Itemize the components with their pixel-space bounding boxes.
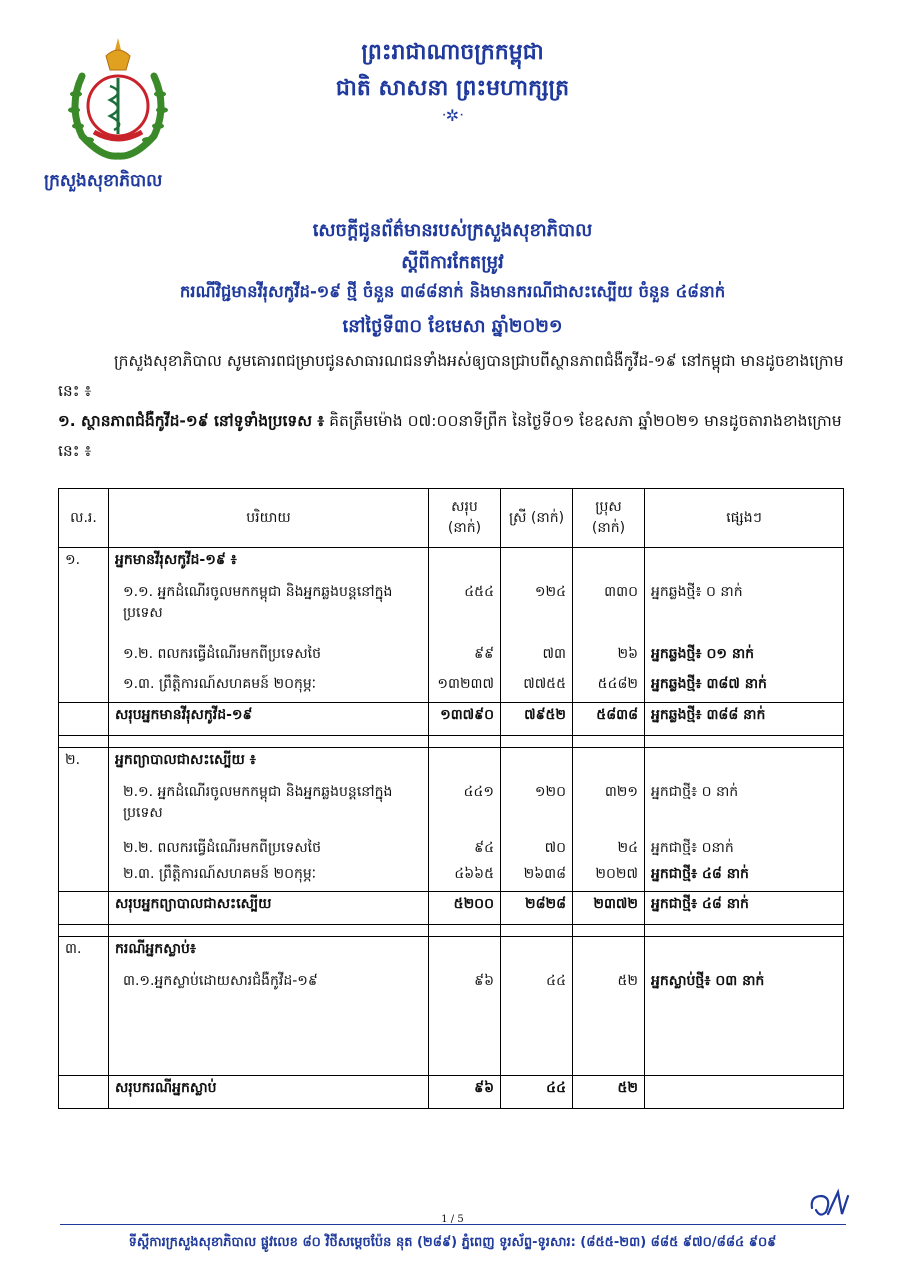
ministry-name: ក្រសួងសុខាភិបាល	[44, 171, 163, 191]
row-description: ១.២. ពលករធ្វើដំណើរមកពីប្រទេសថៃ	[109, 642, 429, 672]
row-note: អ្នកឆ្លងថ្មី៖ ០១ នាក់	[645, 642, 844, 672]
title-line-4: នៅថ្ងៃទី៣០ ខែមេសា ឆ្នាំ២០២១	[342, 316, 563, 337]
row-total: ៤៥៤	[429, 580, 501, 642]
row-male: ៣២១	[573, 780, 645, 836]
table-row	[59, 580, 844, 642]
total-note	[645, 1076, 844, 1109]
row-female: ៧៧៥៥	[501, 672, 573, 702]
header-no: ល.រ.	[59, 489, 109, 548]
row-description: ៣.១.អ្នកស្លាប់ដោយសារជំងឺកូវីដ-១៩	[109, 969, 429, 999]
row-description: ២.៣. ព្រឹត្តិការណ៍សហគមន៍ ២០កុម្ភៈ	[109, 862, 429, 892]
section1-text: គិតត្រឹមម៉ោង ០៧:០០នាទីព្រឹក នៃថ្ងៃទី០១ ខែឧសភា ឆ្នាំ២០២១ មានដូចតារាងខាងក្រោមនេះ ៖	[58, 412, 842, 460]
row-note: អ្នកឆ្លងថ្មី៖ ០ នាក់	[645, 580, 844, 642]
row-total: ១៣២៣៧	[429, 672, 501, 702]
nation-motto: ជាតិ សាសនា ព្រះមហាក្សត្រ	[335, 76, 570, 101]
group-heading-row	[59, 937, 844, 970]
table-row	[59, 642, 844, 672]
row-female: ២៦៣៨	[501, 862, 573, 892]
group-heading: អ្នកព្យាបាលជាសះស្បើយ ៖	[109, 747, 429, 780]
total-description: សរុបអ្នកព្យាបាលជាសះស្បើយ	[109, 892, 429, 925]
section1-heading: ១. ស្ថានភាពជំងឺកូវីដ-១៩ នៅទូទាំងប្រទេស ៖	[58, 412, 325, 430]
total-male: ៥៨៣៨	[573, 702, 645, 735]
ornament: ᐧ✲ᐧ	[441, 106, 464, 125]
row-female: ១២៤	[501, 580, 573, 642]
row-description: ១.៣. ព្រឹត្តិការណ៍សហគមន៍ ២០កុម្ភៈ	[109, 672, 429, 702]
footer-divider	[60, 1224, 846, 1225]
total-male: ២៣៧២	[573, 892, 645, 925]
total-total: ៩៦	[429, 1076, 501, 1109]
row-note: អ្នកជាថ្មី៖ ០ នាក់	[645, 780, 844, 836]
header-total: សរុប (នាក់)	[429, 489, 501, 548]
total-note: អ្នកឆ្លងថ្មី៖ ៣៨៨ នាក់	[645, 702, 844, 735]
table-row	[59, 969, 844, 999]
group-total-row	[59, 702, 844, 735]
group-number: ១.	[59, 548, 109, 581]
row-male: ២៦	[573, 642, 645, 672]
row-note: អ្នកជាថ្មី៖ ០នាក់	[645, 836, 844, 862]
footer-address: ទីស្តីការក្រសួងសុខាភិបាល ផ្លូវលេខ ៨០ វិថីសម្ដេចប៉ែន នុត (២៨៩) ភ្នំពេញ ទូរស័ព្ទ-ទូរសារ: (៨៥៥-២៣) ៨៨៥ ៩៧០/៨៨៤ ៩០៩	[128, 1235, 777, 1250]
row-female: ៧០	[501, 836, 573, 862]
row-female: ១២០	[501, 780, 573, 836]
total-female: ៧៩៥២	[501, 702, 573, 735]
table-row	[59, 862, 844, 892]
section1-paragraph	[58, 406, 848, 466]
header-female: ស្រី (នាក់)	[501, 489, 573, 548]
header-male: ប្រុស (នាក់)	[573, 489, 645, 548]
row-description: ២.២. ពលករធ្វើដំណើរមកពីប្រទេសថៃ	[109, 836, 429, 862]
row-male: ៣៣០	[573, 580, 645, 642]
row-note: អ្នកឆ្លងថ្មី៖ ៣៨៧ នាក់	[645, 672, 844, 702]
total-female: ៤៤	[501, 1076, 573, 1109]
table-row	[59, 780, 844, 836]
row-total: ៤៤១	[429, 780, 501, 836]
total-male: ៥២	[573, 1076, 645, 1109]
group-heading-row	[59, 548, 844, 581]
table-row	[59, 836, 844, 862]
group-number: ២.	[59, 747, 109, 780]
row-male: ៥២	[573, 969, 645, 999]
title-line-2: ស្តីពីការកែតម្រូវ	[401, 252, 504, 273]
row-female: ៧៣	[501, 642, 573, 672]
header-description: បរិយាយ	[109, 489, 429, 548]
total-female: ២៨២៨	[501, 892, 573, 925]
row-total: ៤៦៦៥	[429, 862, 501, 892]
group-total-row	[59, 892, 844, 925]
row-description: ១.១. អ្នកដំណើរចូលមកកម្ពុជា និងអ្នកឆ្លងបន្តនៅក្នុងប្រទេស	[109, 580, 429, 642]
total-total: ៥២០០	[429, 892, 501, 925]
row-total: ៩៩	[429, 642, 501, 672]
total-total: ១៣៧៩០	[429, 702, 501, 735]
intro-paragraph: ក្រសួងសុខាភិបាល សូមគោរពជម្រាបជូនសាធារណជនទាំងអស់ឲ្យបានជ្រាបពីស្ថានភាពជំងឺកូវីដ-១៩ នៅកម្ពុជា មានដូចខាងក្រោមនេះ ៖	[58, 352, 844, 400]
header-notes: ផ្សេងៗ	[645, 489, 844, 548]
row-note: អ្នកជាថ្មី៖ ៤៨ នាក់	[645, 862, 844, 892]
group-heading: ករណីអ្នកស្លាប់៖	[109, 937, 429, 970]
group-total-row	[59, 1076, 844, 1109]
kingdom-motto: ព្រះរាជាណាចក្រកម្ពុជា	[361, 40, 544, 65]
row-male: ៥៤៨២	[573, 672, 645, 702]
row-total: ៩៦	[429, 969, 501, 999]
group-heading-row	[59, 747, 844, 780]
row-description: ២.១. អ្នកដំណើរចូលមកកម្ពុជា និងអ្នកឆ្លងបន្តនៅក្នុងប្រទេស	[109, 780, 429, 836]
total-note: អ្នកជាថ្មី៖ ៤៨ នាក់	[645, 892, 844, 925]
table-row	[59, 672, 844, 702]
total-description: សរុបករណីអ្នកស្លាប់	[109, 1076, 429, 1109]
group-heading: អ្នកមានវីរុសកូវីដ-១៩ ៖	[109, 548, 429, 581]
row-male: ២៤	[573, 836, 645, 862]
row-total: ៩៤	[429, 836, 501, 862]
row-female: ៤៤	[501, 969, 573, 999]
title-line-1: សេចក្តីជូនព័ត៌មានរបស់ក្រសួងសុខាភិបាល	[312, 220, 593, 241]
title-line-3: ករណីវិជ្ជមានវីរុសកូវីដ-១៩ ថ្មី ចំនួន ៣៨៨នាក់ និងមានករណីជាសះស្បើយ ចំនួន ៤៨នាក់	[179, 282, 726, 301]
row-note: អ្នកស្លាប់ថ្មី៖ ០៣ នាក់	[645, 969, 844, 999]
covid-stats-table	[58, 488, 844, 1109]
total-description: សរុបអ្នកមានវីរុសកូវីដ-១៩	[109, 702, 429, 735]
page-number: 1 / 5	[441, 1214, 464, 1225]
row-male: ២០២៧	[573, 862, 645, 892]
table-header-row	[59, 489, 844, 548]
group-number: ៣.	[59, 937, 109, 970]
